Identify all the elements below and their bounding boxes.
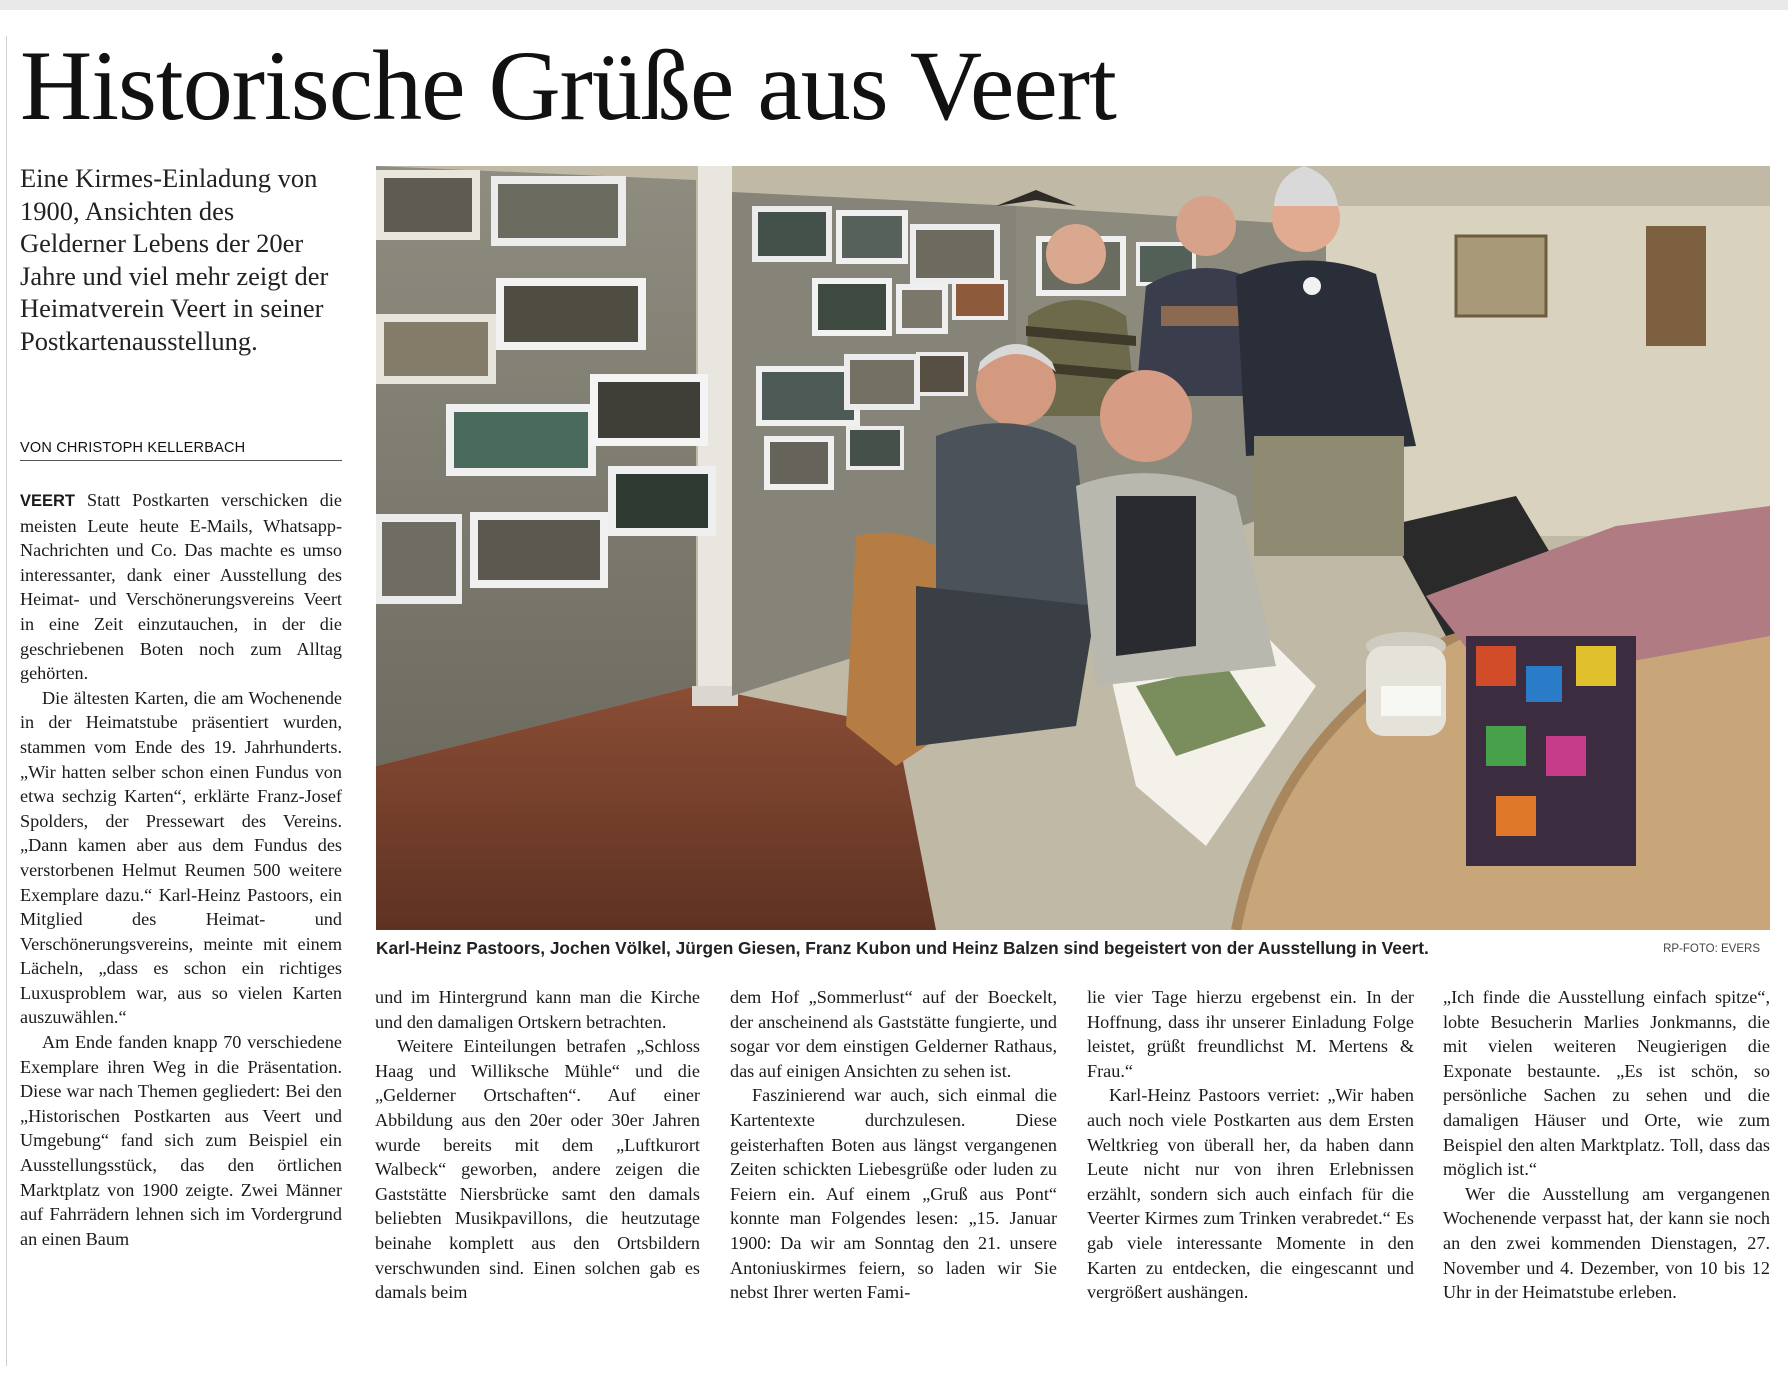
photo-illustration <box>376 166 1770 930</box>
paragraph: Weitere Einteilungen betrafen „Schloss Haag und Williksche Mühle“ und die „Gelderner Ortschaften“. Auf einer Abbildung aus den 20er oder 30er Jahren wurde bereits mit dem „Luftkurort Walbeck“ geworben, andere zeigen die Gaststätte Niersbrücke samt den damals beliebten Musikpavillons, die heutzutage beinahe komplett aus den Ortsbildern verschwunden sind. Einen solchen gab es damals beim <box>375 1036 700 1303</box>
paragraph: Die ältesten Karten, die am Wochenende in der Heimatstube präsentiert wurden, stammen vom Ende des 19. Jahrhunderts. „Wir hatten selber schon einen Fundus von etwa sechzig Karten“, erklärte Franz-Josef Spolders, der Pressewart des Vereins. „Dann kamen aber aus dem Fundus des verstorbenen Helmut Reumen 500 weitere Exemplare dazu.“ Karl-Heinz Pastoors, ein Mitglied des Heimat- und Verschönerungsvereins, meinte mit einem Lächeln, „dass es schon ein richtiges Luxusproblem war, aus so vielen Karten auszuwählen.“ <box>20 687 342 1028</box>
article-column-1 <box>20 488 342 1251</box>
article-photo <box>376 166 1770 930</box>
photo-caption: Karl-Heinz Pastoors, Jochen Völkel, Jürgen Giesen, Franz Kubon und Heinz Balzen sind begeistert von der Ausstellung in Veert. <box>376 938 1429 958</box>
article-column-2 <box>375 985 700 1305</box>
paragraph: Karl-Heinz Pastoors verriet: „Wir haben auch noch viele Postkarten aus dem Ersten Weltkrieg von überall her, da haben dann Leute nicht nur von ihren Erlebnissen erzählt, sondern sich auch einfach für die Veerter Kirmes zum Trinken verabredet.“ Es gab viele interessante Momente in den Karten zu entdecken, die eingescannt und vergrößert aushängen. <box>1087 1085 1414 1303</box>
headline: Historische Grüße aus Veert <box>20 30 1116 141</box>
top-bar <box>0 0 1788 10</box>
article-column-4 <box>1087 985 1414 1305</box>
dateline: VEERT <box>20 492 76 510</box>
paragraph <box>20 488 342 686</box>
byline: VON CHRISTOPH KELLERBACH <box>20 440 342 461</box>
page-left-rule <box>6 36 7 1366</box>
photo-caption-bar <box>376 936 1770 964</box>
paragraph: Wer die Ausstellung am vergangenen Wochenende verpasst hat, der kann sie noch an den zwei kommenden Dienstagen, 27. November und 4. Dezember, von 10 bis 12 Uhr in der Heimatstube erleben. <box>1443 1183 1770 1303</box>
paragraph: Faszinierend war auch, sich einmal die Kartentexte durchzulesen. Diese geisterhaften Boten aus längst vergangenen Zeiten schickten Liebesgrüße oder luden zu Feiern ein. Auf einem „Gruß aus Pont“ konnte man Folgendes lesen: „15. Januar 1900: Da wir am Sonntag den 21. unsere Antoniuskirmes feiern, so laden wir Sie nebst Ihrer werten Fami- <box>730 1085 1057 1303</box>
paragraph: lie vier Tage hierzu ergebenst ein. In der Hoffnung, dass ihr unserer Einladung Folge leistet, grüßt freundlichst M. Mertens & Frau.“ <box>1087 987 1414 1081</box>
article-column-5 <box>1443 985 1770 1305</box>
article-column-3 <box>730 985 1057 1305</box>
photo-credit: RP-FOTO: EVERS <box>1663 943 1760 955</box>
paragraph: und im Hintergrund kann man die Kirche und den damaligen Ortskern betrachten. <box>375 987 700 1032</box>
paragraph: „Ich finde die Ausstellung einfach spitze“, lobte Besucherin Marlies Jonkmanns, die mit vielen weiteren Neugierigen die Exponate bestaunte. „Es ist schön, so persönliche Sachen zu sehen und die damaligen Häuser und Orte, wie zum Beispiel den alten Marktplatz. Toll, dass das möglich ist.“ <box>1443 987 1770 1180</box>
paragraph: Am Ende fanden knapp 70 verschiedene Exemplare ihren Weg in die Präsentation. Diese war nach Themen gegliedert: Bei den „Historischen Postkarten aus Veert und Umgebung“ fand sich zum Beispiel ein Ausstellungsstück, das den örtlichen Marktplatz von 1900 zeigte. Zwei Männer auf Fahrrädern lehnen sich im Vordergrund an einen Baum <box>20 1032 342 1249</box>
paragraph-text: Statt Postkarten verschicken die meisten Leute heute E-Mails, Whatsapp-Nachrichten und Co. Das machte es umso interessanter, dank einer Ausstellung des Heimat- und Verschönerungsvereins Veert in eine Zeit einzutauchen, in der die geschriebenen Boten noch zum Alltag gehörten. <box>20 490 343 684</box>
paragraph: dem Hof „Sommerlust“ auf der Boeckelt, der anscheinend als Gaststätte fungierte, und sogar vor dem einstigen Gelderner Rathaus, das auf einigen Ansichten zu sehen ist. <box>730 987 1057 1081</box>
intro-text: Eine Kirmes-Einladung von 1900, Ansichten des Gelderner Lebens der 20er Jahre und viel mehr zeigt der Heimatverein Veert in seiner Postkartenausstellung. <box>20 163 329 356</box>
